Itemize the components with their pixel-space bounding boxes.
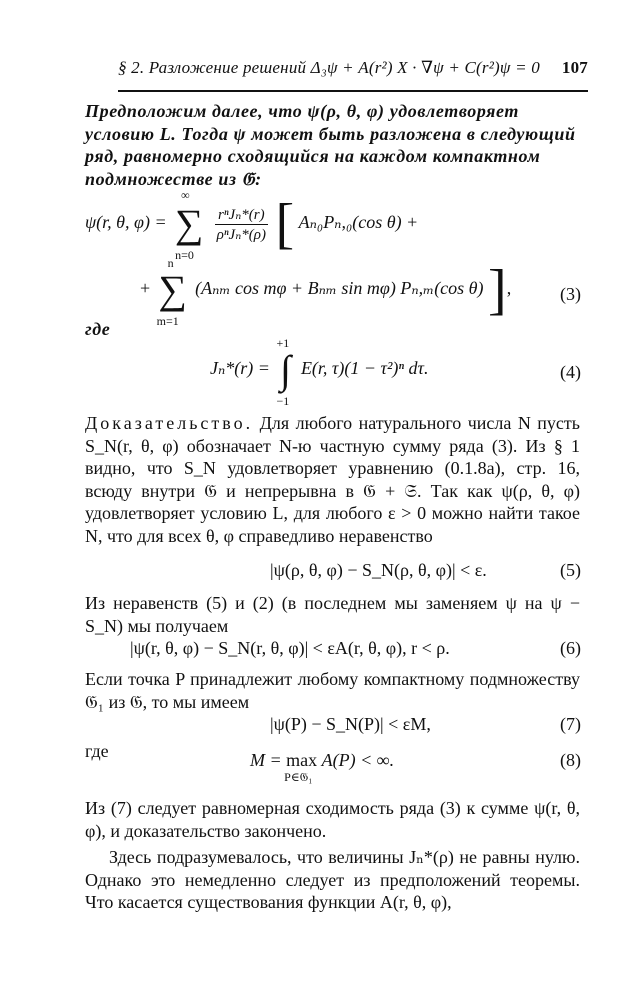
final-paragraph: Здесь подразумевалось, что величины Jₙ*(ρ) не равны нулю. Однако это немедленно следует из предположений теоремы. Что касается существования функции A(r, θ, φ), <box>85 847 580 912</box>
equation-5: |ψ(ρ, θ, φ) − S_N(ρ, θ, φ)| < ε. <box>270 560 487 580</box>
eq3-sum1-bottom: n=0 <box>175 248 194 262</box>
eq7-number: (7) <box>560 714 581 734</box>
header-text: § 2. Разложение решений Δ₃ψ + A(r²) X · ∇ψ + C(r²)ψ = 0 <box>118 58 540 77</box>
eq4-integral: +1 ∫ −1 <box>276 336 291 408</box>
eq8-max-sub: P∈𝔊₁ <box>284 770 313 784</box>
eq3-sum2-top: n <box>167 256 174 270</box>
equation-3-line-2: + n ∑ m=1 (Aₙₘ cos mφ + Bₙₘ sin mφ) Pₙ,ₘ(cos θ) ], <box>140 256 512 328</box>
eq4-int-bottom: −1 <box>276 394 290 408</box>
proof-label: Доказательство. <box>85 413 254 433</box>
eq3-sum2: n ∑ m=1 <box>156 256 187 328</box>
eq3-term2: (Aₙₘ cos mφ + Bₙₘ sin mφ) Pₙ,ₘ(cos θ) <box>195 278 484 299</box>
header-rule <box>118 90 588 92</box>
equation-8 <box>250 750 395 784</box>
equation-3-line-1: ψ(r, θ, φ) = ∞ ∑ n=0 $\frac{\text{rⁿJₙ*(r)}}{\text{ρⁿJₙ*(ρ)}}$ [ Aₙ₀Pₙ,₀(cos θ) + <box>85 188 419 262</box>
eq4-int-top: +1 <box>276 336 290 350</box>
eq8-number: (8) <box>560 750 581 770</box>
eq3-number: (3) <box>560 284 581 304</box>
equation-7: |ψ(P) − S_N(P)| < εM, <box>270 714 431 734</box>
where-label-2: где <box>85 741 109 761</box>
eq3-plus: + <box>140 278 151 299</box>
running-header <box>118 58 588 78</box>
text-after-eq8: Из (7) следует равномерная сходимость ряда (3) к сумме ψ(r, θ, φ), и доказательство закончено. <box>85 798 580 841</box>
page-number: 107 <box>561 58 588 77</box>
where-label-1: где <box>85 319 111 339</box>
proof-text: Для любого натурального числа N пусть S_N(r, θ, φ) обозначает N-ю частную сумму ряда (3). Из § 1 видно, что S_N удовлетворяет уравнению (0.1.8а), стр. 16, всюду внутри 𝔊 и непрерывна в 𝔊 + 𝔖. Так как ψ(ρ, θ, φ) удовлетворяет условию L, для любого ε > 0 можно найти такое N, что для всех θ, φ справедливо неравенство <box>85 413 581 546</box>
eq3-frac-num: rⁿJₙ*(r) <box>215 205 268 225</box>
eq8-lhs: M = <box>250 750 282 770</box>
eq5-number: (5) <box>560 560 581 580</box>
eq3-term1: Aₙ₀Pₙ,₀(cos θ) + <box>298 212 419 233</box>
eq6-number: (6) <box>560 638 581 658</box>
equation-6: |ψ(r, θ, φ) − S_N(r, θ, φ)| < εA(r, θ, φ), r < ρ. <box>130 638 450 658</box>
eq3-sum1: ∞ ∑ n=0 <box>174 188 204 262</box>
eq3-sum2-bottom: m=1 <box>156 314 179 328</box>
eq8-max-word: max <box>286 750 318 770</box>
eq3-sum1-top: ∞ <box>181 188 190 202</box>
eq4-number: (4) <box>560 362 581 382</box>
proof-paragraph <box>85 412 580 547</box>
equation-4 <box>210 336 429 408</box>
eq3-end-punct: , <box>506 278 512 299</box>
eq8-max <box>284 750 318 784</box>
eq3-fraction <box>215 205 268 244</box>
text-after-eq6: Если точка P принадлежит любому компактному подмножеству 𝔊₁ из 𝔊, то мы имеем <box>85 669 580 712</box>
eq3-frac-den: ρⁿJₙ*(ρ) <box>216 226 266 243</box>
text-after-eq5: Из неравенств (5) и (2) (в последнем мы заменяем ψ на ψ − S_N) мы получаем <box>85 593 580 636</box>
theorem-intro: Предположим далее, что ψ(ρ, θ, φ) удовлетворяет условию L. Тогда ψ может быть разложена в следующий ряд, равномерно сходящийся на каждом компактном подмножестве из 𝔊: <box>85 101 576 189</box>
eq4-lhs: Jₙ*(r) = <box>210 358 270 379</box>
eq8-rhs: A(P) < ∞. <box>321 750 395 770</box>
eq4-integrand: E(r, τ)(1 − τ²)ⁿ dτ. <box>300 358 429 379</box>
eq3-lhs: ψ(r, θ, φ) = <box>85 212 167 233</box>
